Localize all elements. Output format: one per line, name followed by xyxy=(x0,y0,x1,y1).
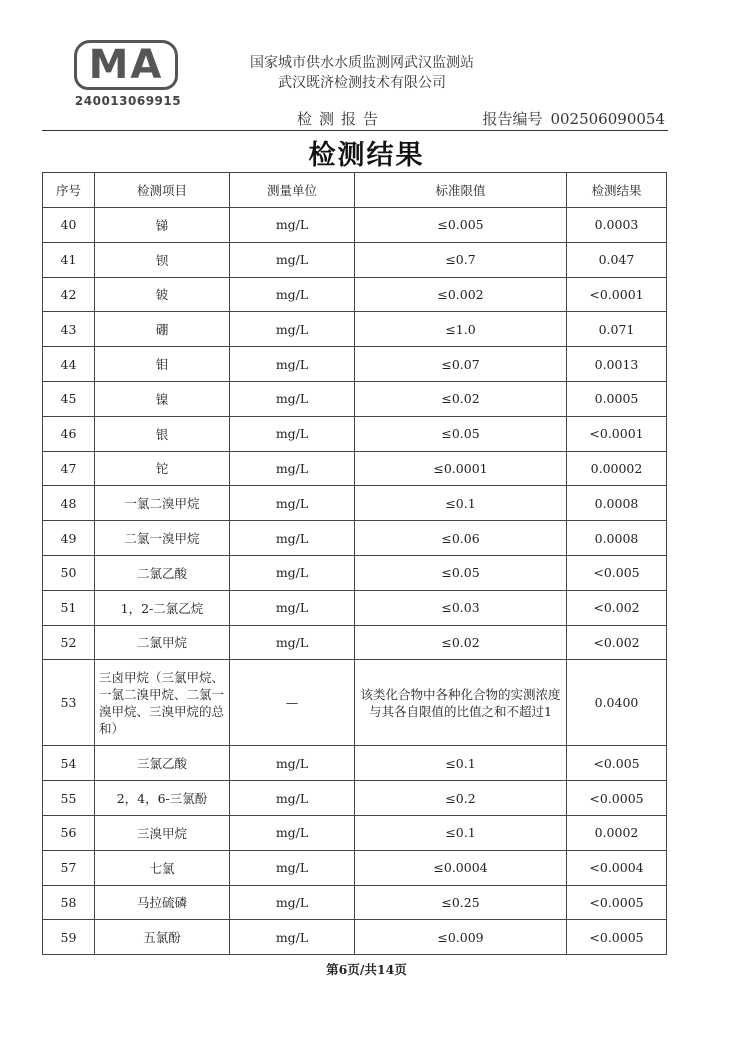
cell-no: 46 xyxy=(43,416,95,451)
cell-item: 一氯二溴甲烷 xyxy=(95,486,230,521)
table-row xyxy=(43,746,667,781)
cell-item: 1，2-二氯乙烷 xyxy=(95,590,230,625)
cell-item: 二氯一溴甲烷 xyxy=(95,521,230,556)
cell-unit: mg/L xyxy=(230,555,355,590)
org-name-line2: 武汉既济检测技术有限公司 xyxy=(278,75,446,91)
cell-unit: mg/L xyxy=(230,920,355,955)
cell-limit: ≤0.02 xyxy=(355,381,567,416)
cell-unit: mg/L xyxy=(230,815,355,850)
cell-no: 48 xyxy=(43,486,95,521)
cell-item: 五氯酚 xyxy=(95,920,230,955)
cell-limit: ≤0.0004 xyxy=(355,850,567,885)
cell-unit: mg/L xyxy=(230,451,355,486)
cell-no: 45 xyxy=(43,381,95,416)
cell-limit: ≤0.1 xyxy=(355,746,567,781)
cell-limit: ≤0.009 xyxy=(355,920,567,955)
cell-limit: ≤0.005 xyxy=(355,208,567,243)
cell-unit: mg/L xyxy=(230,625,355,660)
cell-item: 钼 xyxy=(95,347,230,382)
cell-limit: ≤0.25 xyxy=(355,885,567,920)
table-row xyxy=(43,660,667,746)
report-number xyxy=(482,108,665,129)
cell-item: 三卤甲烷（三氯甲烷、一氯二溴甲烷、二氯一溴甲烷、三溴甲烷的总和） xyxy=(95,660,230,746)
cell-limit: ≤0.1 xyxy=(355,486,567,521)
cell-limit: 该类化合物中各种化合物的实测浓度与其各自限值的比值之和不超过1 xyxy=(355,660,567,746)
cell-unit: mg/L xyxy=(230,781,355,816)
table-row xyxy=(43,312,667,347)
cell-item: 七氯 xyxy=(95,850,230,885)
table-header-row xyxy=(43,173,667,208)
cell-no: 54 xyxy=(43,746,95,781)
cell-result: 0.0005 xyxy=(567,381,667,416)
cell-no: 44 xyxy=(43,347,95,382)
cell-limit: ≤0.05 xyxy=(355,555,567,590)
cert-number: 240013069915 xyxy=(74,94,182,108)
cma-mark: MA xyxy=(74,40,178,90)
table-row xyxy=(43,850,667,885)
cell-no: 42 xyxy=(43,277,95,312)
cell-result: 0.00002 xyxy=(567,451,667,486)
col-header-item: 检测项目 xyxy=(95,173,230,208)
cell-limit: ≤0.1 xyxy=(355,815,567,850)
table-row xyxy=(43,208,667,243)
cell-limit: ≤0.06 xyxy=(355,521,567,556)
cell-unit: mg/L xyxy=(230,277,355,312)
cell-no: 52 xyxy=(43,625,95,660)
cell-unit: mg/L xyxy=(230,416,355,451)
cell-result: 0.0008 xyxy=(567,486,667,521)
cell-unit: mg/L xyxy=(230,885,355,920)
cell-item: 铊 xyxy=(95,451,230,486)
table-row xyxy=(43,521,667,556)
cell-item: 2，4，6-三氯酚 xyxy=(95,781,230,816)
cell-result: <0.005 xyxy=(567,746,667,781)
cma-certification-logo xyxy=(72,40,182,110)
cell-limit: ≤0.03 xyxy=(355,590,567,625)
table-row xyxy=(43,451,667,486)
cell-unit: — xyxy=(230,660,355,746)
cell-no: 59 xyxy=(43,920,95,955)
table-row xyxy=(43,885,667,920)
cell-no: 50 xyxy=(43,555,95,590)
report-number-label: 报告编号 xyxy=(482,110,543,128)
cell-result: <0.002 xyxy=(567,625,667,660)
cell-unit: mg/L xyxy=(230,381,355,416)
cell-result: 0.0400 xyxy=(567,660,667,746)
cell-unit: mg/L xyxy=(230,850,355,885)
table-row xyxy=(43,781,667,816)
cell-result: <0.005 xyxy=(567,555,667,590)
table-row xyxy=(43,590,667,625)
cell-item: 三氯乙酸 xyxy=(95,746,230,781)
table-row xyxy=(43,277,667,312)
cell-no: 57 xyxy=(43,850,95,885)
cell-result: 0.0013 xyxy=(567,347,667,382)
cell-no: 53 xyxy=(43,660,95,746)
table-row xyxy=(43,347,667,382)
table-row xyxy=(43,242,667,277)
table-row xyxy=(43,486,667,521)
cell-limit: ≤0.02 xyxy=(355,625,567,660)
cell-result: 0.071 xyxy=(567,312,667,347)
table-row xyxy=(43,625,667,660)
header-divider xyxy=(42,130,668,131)
table-row xyxy=(43,920,667,955)
cell-item: 三溴甲烷 xyxy=(95,815,230,850)
org-name-line1: 国家城市供水水质监测网武汉监测站 xyxy=(250,55,474,71)
cell-no: 41 xyxy=(43,242,95,277)
cell-item: 二氯乙酸 xyxy=(95,555,230,590)
col-header-no: 序号 xyxy=(43,173,95,208)
cell-item: 镍 xyxy=(95,381,230,416)
cell-unit: mg/L xyxy=(230,746,355,781)
cell-no: 43 xyxy=(43,312,95,347)
cell-result: 0.0008 xyxy=(567,521,667,556)
cell-limit: ≤0.07 xyxy=(355,347,567,382)
cell-no: 56 xyxy=(43,815,95,850)
page-footer: 第6页/共14页 xyxy=(326,962,407,977)
cell-item: 钡 xyxy=(95,242,230,277)
cell-unit: mg/L xyxy=(230,521,355,556)
cell-unit: mg/L xyxy=(230,590,355,625)
cell-limit: ≤1.0 xyxy=(355,312,567,347)
cell-unit: mg/L xyxy=(230,312,355,347)
col-header-unit: 测量单位 xyxy=(230,173,355,208)
cell-unit: mg/L xyxy=(230,486,355,521)
cell-item: 银 xyxy=(95,416,230,451)
cell-item: 硼 xyxy=(95,312,230,347)
cell-unit: mg/L xyxy=(230,347,355,382)
cell-item: 锑 xyxy=(95,208,230,243)
cell-item: 二氯甲烷 xyxy=(95,625,230,660)
cell-result: 0.047 xyxy=(567,242,667,277)
results-table xyxy=(42,172,667,955)
cell-no: 40 xyxy=(43,208,95,243)
cell-result: 0.0003 xyxy=(567,208,667,243)
cell-limit: ≤0.002 xyxy=(355,277,567,312)
cell-result: <0.0005 xyxy=(567,885,667,920)
cell-no: 55 xyxy=(43,781,95,816)
cell-item: 铍 xyxy=(95,277,230,312)
report-title: 检测报告 xyxy=(297,110,386,128)
page-title: 检测结果 xyxy=(308,140,425,171)
col-header-result: 检测结果 xyxy=(567,173,667,208)
cell-result: 0.0002 xyxy=(567,815,667,850)
col-header-limit: 标准限值 xyxy=(355,173,567,208)
cell-unit: mg/L xyxy=(230,208,355,243)
table-row xyxy=(43,416,667,451)
table-row xyxy=(43,815,667,850)
cell-no: 58 xyxy=(43,885,95,920)
cell-result: <0.002 xyxy=(567,590,667,625)
cell-limit: ≤0.0001 xyxy=(355,451,567,486)
cell-limit: ≤0.7 xyxy=(355,242,567,277)
cell-no: 47 xyxy=(43,451,95,486)
table-row xyxy=(43,555,667,590)
cell-no: 51 xyxy=(43,590,95,625)
cell-item: 马拉硫磷 xyxy=(95,885,230,920)
cell-result: <0.0005 xyxy=(567,920,667,955)
cell-result: <0.0001 xyxy=(567,277,667,312)
cell-result: <0.0004 xyxy=(567,850,667,885)
cell-no: 49 xyxy=(43,521,95,556)
cell-unit: mg/L xyxy=(230,242,355,277)
cell-limit: ≤0.2 xyxy=(355,781,567,816)
cell-result: <0.0005 xyxy=(567,781,667,816)
cell-limit: ≤0.05 xyxy=(355,416,567,451)
cell-result: <0.0001 xyxy=(567,416,667,451)
report-number-value: 002506090054 xyxy=(550,110,665,128)
table-row xyxy=(43,381,667,416)
